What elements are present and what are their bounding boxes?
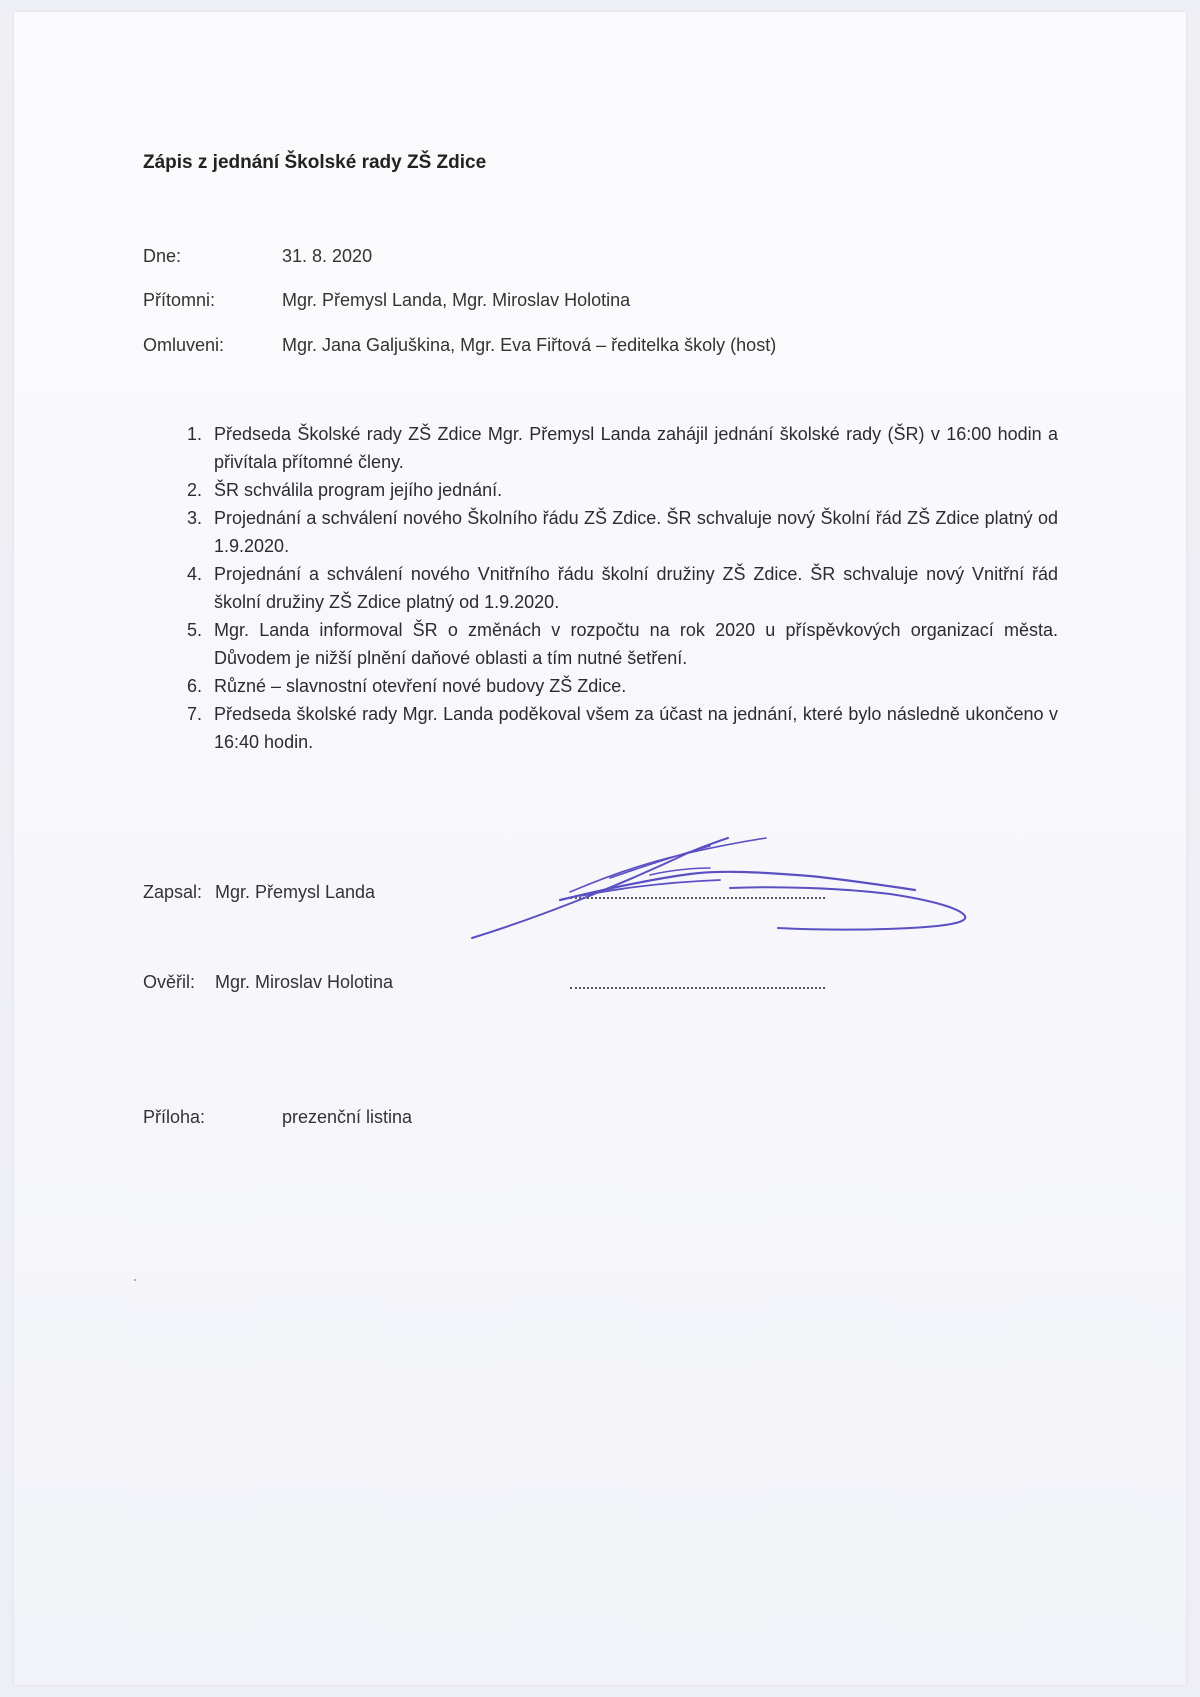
excused-value: Mgr. Jana Galjuškina, Mgr. Eva Fiřtová – ředitelka školy (host): [282, 335, 777, 355]
verified-by-row: [143, 972, 393, 993]
agenda-item-number: 4.: [186, 564, 202, 584]
document-title: Zápis z jednání Školské rady ZŠ Zdice: [143, 152, 487, 173]
agenda-item-number: 1.: [186, 424, 202, 444]
date-value: 31. 8. 2020: [282, 246, 373, 266]
agenda-item-text: Různé – slavnostní otevření nové budovy ZŠ Zdice.: [214, 676, 627, 696]
signature-line-verified: [570, 987, 825, 989]
verified-by-name: Mgr. Miroslav Holotina: [215, 972, 394, 992]
meta-date-row: [143, 246, 372, 267]
agenda-item-text: Předseda Školské rady ZŠ Zdice Mgr. Přemysl Landa zahájil jednání školské rady (ŠR) v 16:00 hodin a přivítala přítomné členy.: [214, 424, 1058, 472]
date-label: Dne:: [143, 246, 182, 266]
agenda-item: [178, 420, 1058, 476]
agenda-item: [178, 504, 1058, 560]
agenda-item-text: ŠR schválila program jejího jednání.: [214, 480, 503, 500]
agenda-item-text: Mgr. Landa informoval ŠR o změnách v rozpočtu na rok 2020 u příspěvkových organizací města. Důvodem je nižší plnění daňové oblasti a tím nutné šetření.: [214, 620, 1058, 668]
agenda-list: [178, 420, 1058, 756]
excused-label: Omluveni:: [143, 335, 225, 355]
agenda-item-number: 7.: [186, 704, 202, 724]
agenda-item-text: Projednání a schválení nového Vnitřního řádu školní družiny ZŠ Zdice. ŠR schvaluje nový Vnitřní řád školní družiny ZŠ Zdice platný od 1.9.2020.: [214, 564, 1058, 612]
agenda-item: [178, 616, 1058, 672]
recorded-by-name: Mgr. Přemysl Landa: [215, 882, 376, 902]
agenda-item: [178, 476, 1058, 504]
attachment-row: [143, 1107, 412, 1128]
agenda-item: [178, 560, 1058, 616]
agenda-item-text: Předseda školské rady Mgr. Landa poděkoval všem za účast na jednání, které bylo následně ukončeno v 16:40 hodin.: [214, 704, 1058, 752]
meta-present-row: [143, 290, 630, 311]
verified-by-label: Ověřil:: [143, 972, 196, 992]
agenda-item-number: 5.: [186, 620, 202, 640]
handwritten-signature: [460, 830, 980, 960]
recorded-by-row: [143, 882, 375, 903]
agenda-item: [178, 700, 1058, 756]
agenda-item-number: 6.: [186, 676, 202, 696]
agenda-item-text: Projednání a schválení nového Školního řádu ZŠ Zdice. ŠR schvaluje nový Školní řád ZŠ Zdice platný od 1.9.2020.: [214, 508, 1058, 556]
attachment-label: Příloha:: [143, 1107, 206, 1127]
present-value: Mgr. Přemysl Landa, Mgr. Miroslav Holotina: [282, 290, 631, 310]
agenda-item: [178, 672, 1058, 700]
agenda-item-number: 2.: [186, 480, 202, 500]
agenda-item-number: 3.: [186, 508, 202, 528]
scan-speck: [134, 1279, 136, 1281]
attachment-value: prezenční listina: [282, 1107, 413, 1127]
recorded-by-label: Zapsal:: [143, 882, 203, 902]
meta-excused-row: [143, 335, 776, 356]
present-label: Přítomni:: [143, 290, 216, 310]
